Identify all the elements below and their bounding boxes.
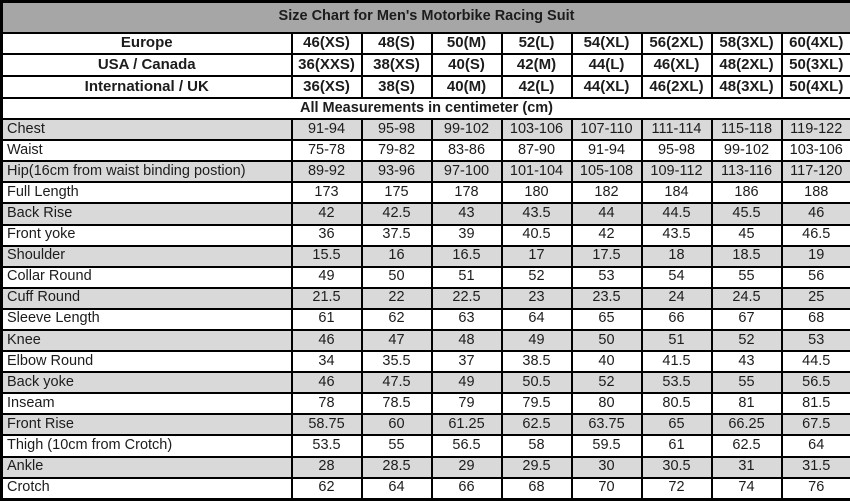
cell-value: 48(S) bbox=[362, 33, 432, 55]
cell-value: 46(XS) bbox=[292, 33, 362, 55]
cell-value: 54 bbox=[642, 267, 712, 288]
cell-value: 52 bbox=[572, 372, 642, 393]
cell-value: 184 bbox=[642, 182, 712, 203]
cell-value: 87-90 bbox=[502, 140, 572, 161]
cell-value: 48(3XL) bbox=[712, 76, 782, 98]
cell-value: 113-116 bbox=[712, 161, 782, 182]
row-label: Cuff Round bbox=[2, 288, 292, 309]
cell-value: 43 bbox=[712, 351, 782, 372]
cell-value: 60 bbox=[362, 414, 432, 435]
cell-value: 105-108 bbox=[572, 161, 642, 182]
cell-value: 17.5 bbox=[572, 246, 642, 267]
row-label: Inseam bbox=[2, 393, 292, 414]
cell-value: 38.5 bbox=[502, 351, 572, 372]
cell-value: 36(XXS) bbox=[292, 54, 362, 76]
cell-value: 70 bbox=[572, 478, 642, 500]
measurement-rows bbox=[2, 119, 850, 499]
cell-value: 93-96 bbox=[362, 161, 432, 182]
cell-value: 46 bbox=[292, 330, 362, 351]
measurement-row bbox=[2, 161, 850, 182]
cell-value: 45.5 bbox=[712, 203, 782, 224]
measurement-row bbox=[2, 351, 850, 372]
title-row bbox=[2, 2, 850, 33]
row-label: Front yoke bbox=[2, 225, 292, 246]
measurement-row bbox=[2, 478, 850, 500]
cell-value: 60(4XL) bbox=[782, 33, 850, 55]
cell-value: 89-92 bbox=[292, 161, 362, 182]
cell-value: 58(3XL) bbox=[712, 33, 782, 55]
cell-value: 64 bbox=[362, 478, 432, 500]
row-label: Thigh (10cm from Crotch) bbox=[2, 435, 292, 456]
measurement-row bbox=[2, 182, 850, 203]
cell-value: 42(L) bbox=[502, 76, 572, 98]
cell-value: 55 bbox=[712, 372, 782, 393]
cell-value: 79 bbox=[432, 393, 502, 414]
cell-value: 46 bbox=[292, 372, 362, 393]
size-header-row bbox=[2, 76, 850, 98]
cell-value: 22 bbox=[362, 288, 432, 309]
measurement-row bbox=[2, 330, 850, 351]
cell-value: 58 bbox=[502, 435, 572, 456]
row-label: International / UK bbox=[2, 76, 292, 98]
cell-value: 43 bbox=[432, 203, 502, 224]
row-label: Ankle bbox=[2, 457, 292, 478]
cell-value: 16 bbox=[362, 246, 432, 267]
row-label: Europe bbox=[2, 33, 292, 55]
cell-value: 182 bbox=[572, 182, 642, 203]
cell-value: 81.5 bbox=[782, 393, 850, 414]
cell-value: 30.5 bbox=[642, 457, 712, 478]
cell-value: 24 bbox=[642, 288, 712, 309]
cell-value: 30 bbox=[572, 457, 642, 478]
cell-value: 35.5 bbox=[362, 351, 432, 372]
cell-value: 47.5 bbox=[362, 372, 432, 393]
row-label: Back yoke bbox=[2, 372, 292, 393]
cell-value: 28.5 bbox=[362, 457, 432, 478]
cell-value: 50(3XL) bbox=[782, 54, 850, 76]
cell-value: 63 bbox=[432, 309, 502, 330]
chart-title: Size Chart for Men's Motorbike Racing Suit bbox=[2, 2, 850, 33]
cell-value: 111-114 bbox=[642, 119, 712, 140]
cell-value: 62 bbox=[362, 309, 432, 330]
cell-value: 50 bbox=[572, 330, 642, 351]
row-label: Sleeve Length bbox=[2, 309, 292, 330]
cell-value: 66 bbox=[432, 478, 502, 500]
cell-value: 78.5 bbox=[362, 393, 432, 414]
cell-value: 42(M) bbox=[502, 54, 572, 76]
row-label: Front Rise bbox=[2, 414, 292, 435]
cell-value: 75-78 bbox=[292, 140, 362, 161]
row-label: Knee bbox=[2, 330, 292, 351]
cell-value: 103-106 bbox=[782, 140, 850, 161]
cell-value: 45 bbox=[712, 225, 782, 246]
cell-value: 74 bbox=[712, 478, 782, 500]
cell-value: 61 bbox=[642, 435, 712, 456]
cell-value: 46(2XL) bbox=[642, 76, 712, 98]
cell-value: 56.5 bbox=[432, 435, 502, 456]
cell-value: 52 bbox=[502, 267, 572, 288]
cell-value: 21.5 bbox=[292, 288, 362, 309]
row-label: Waist bbox=[2, 140, 292, 161]
cell-value: 46 bbox=[782, 203, 850, 224]
cell-value: 91-94 bbox=[292, 119, 362, 140]
measurement-row bbox=[2, 372, 850, 393]
cell-value: 68 bbox=[502, 478, 572, 500]
cell-value: 55 bbox=[712, 267, 782, 288]
cell-value: 91-94 bbox=[572, 140, 642, 161]
cell-value: 40(S) bbox=[432, 54, 502, 76]
cell-value: 65 bbox=[572, 309, 642, 330]
cell-value: 61 bbox=[292, 309, 362, 330]
cell-value: 44(XL) bbox=[572, 76, 642, 98]
cell-value: 51 bbox=[642, 330, 712, 351]
cell-value: 38(XS) bbox=[362, 54, 432, 76]
cell-value: 72 bbox=[642, 478, 712, 500]
cell-value: 65 bbox=[642, 414, 712, 435]
cell-value: 107-110 bbox=[572, 119, 642, 140]
cell-value: 173 bbox=[292, 182, 362, 203]
cell-value: 40 bbox=[572, 351, 642, 372]
cell-value: 66 bbox=[642, 309, 712, 330]
cell-value: 43.5 bbox=[642, 225, 712, 246]
cell-value: 34 bbox=[292, 351, 362, 372]
measurement-row bbox=[2, 435, 850, 456]
row-label: Shoulder bbox=[2, 246, 292, 267]
cell-value: 180 bbox=[502, 182, 572, 203]
cell-value: 80 bbox=[572, 393, 642, 414]
cell-value: 40(M) bbox=[432, 76, 502, 98]
cell-value: 53.5 bbox=[292, 435, 362, 456]
cell-value: 31.5 bbox=[782, 457, 850, 478]
measurement-row bbox=[2, 414, 850, 435]
row-label: Elbow Round bbox=[2, 351, 292, 372]
cell-value: 51 bbox=[432, 267, 502, 288]
cell-value: 103-106 bbox=[502, 119, 572, 140]
cell-value: 36(XS) bbox=[292, 76, 362, 98]
cell-value: 49 bbox=[432, 372, 502, 393]
cell-value: 68 bbox=[782, 309, 850, 330]
cell-value: 79.5 bbox=[502, 393, 572, 414]
cell-value: 101-104 bbox=[502, 161, 572, 182]
cell-value: 36 bbox=[292, 225, 362, 246]
subtitle-row bbox=[2, 98, 850, 119]
cell-value: 53 bbox=[782, 330, 850, 351]
cell-value: 43.5 bbox=[502, 203, 572, 224]
cell-value: 18.5 bbox=[712, 246, 782, 267]
cell-value: 40.5 bbox=[502, 225, 572, 246]
cell-value: 55 bbox=[362, 435, 432, 456]
cell-value: 53 bbox=[572, 267, 642, 288]
cell-value: 109-112 bbox=[642, 161, 712, 182]
cell-value: 46(XL) bbox=[642, 54, 712, 76]
cell-value: 80.5 bbox=[642, 393, 712, 414]
cell-value: 79-82 bbox=[362, 140, 432, 161]
row-label: Hip(16cm from waist binding postion) bbox=[2, 161, 292, 182]
cell-value: 99-102 bbox=[712, 140, 782, 161]
cell-value: 42 bbox=[292, 203, 362, 224]
cell-value: 97-100 bbox=[432, 161, 502, 182]
cell-value: 19 bbox=[782, 246, 850, 267]
row-label: Chest bbox=[2, 119, 292, 140]
cell-value: 49 bbox=[502, 330, 572, 351]
cell-value: 31 bbox=[712, 457, 782, 478]
cell-value: 37 bbox=[432, 351, 502, 372]
measurement-row bbox=[2, 457, 850, 478]
size-header-row bbox=[2, 33, 850, 55]
cell-value: 44.5 bbox=[642, 203, 712, 224]
measurement-row bbox=[2, 393, 850, 414]
cell-value: 83-86 bbox=[432, 140, 502, 161]
cell-value: 58.75 bbox=[292, 414, 362, 435]
row-label: Full Length bbox=[2, 182, 292, 203]
cell-value: 59.5 bbox=[572, 435, 642, 456]
cell-value: 63.75 bbox=[572, 414, 642, 435]
cell-value: 175 bbox=[362, 182, 432, 203]
cell-value: 50(4XL) bbox=[782, 76, 850, 98]
cell-value: 23 bbox=[502, 288, 572, 309]
cell-value: 42 bbox=[572, 225, 642, 246]
cell-value: 48 bbox=[432, 330, 502, 351]
cell-value: 115-118 bbox=[712, 119, 782, 140]
row-label: Back Rise bbox=[2, 203, 292, 224]
measurement-row bbox=[2, 203, 850, 224]
cell-value: 44 bbox=[572, 203, 642, 224]
cell-value: 56 bbox=[782, 267, 850, 288]
cell-value: 76 bbox=[782, 478, 850, 500]
cell-value: 28 bbox=[292, 457, 362, 478]
cell-value: 37.5 bbox=[362, 225, 432, 246]
cell-value: 48(2XL) bbox=[712, 54, 782, 76]
cell-value: 42.5 bbox=[362, 203, 432, 224]
measurement-row bbox=[2, 309, 850, 330]
cell-value: 54(XL) bbox=[572, 33, 642, 55]
cell-value: 24.5 bbox=[712, 288, 782, 309]
cell-value: 62.5 bbox=[712, 435, 782, 456]
cell-value: 186 bbox=[712, 182, 782, 203]
cell-value: 44(L) bbox=[572, 54, 642, 76]
cell-value: 49 bbox=[292, 267, 362, 288]
cell-value: 52 bbox=[712, 330, 782, 351]
cell-value: 62 bbox=[292, 478, 362, 500]
measurement-row bbox=[2, 140, 850, 161]
cell-value: 22.5 bbox=[432, 288, 502, 309]
cell-value: 56(2XL) bbox=[642, 33, 712, 55]
cell-value: 119-122 bbox=[782, 119, 850, 140]
cell-value: 81 bbox=[712, 393, 782, 414]
cell-value: 78 bbox=[292, 393, 362, 414]
measurement-row bbox=[2, 246, 850, 267]
cell-value: 67.5 bbox=[782, 414, 850, 435]
measurement-row bbox=[2, 288, 850, 309]
cell-value: 95-98 bbox=[362, 119, 432, 140]
measurement-row bbox=[2, 119, 850, 140]
row-label: Collar Round bbox=[2, 267, 292, 288]
cell-value: 39 bbox=[432, 225, 502, 246]
cell-value: 67 bbox=[712, 309, 782, 330]
cell-value: 62.5 bbox=[502, 414, 572, 435]
cell-value: 15.5 bbox=[292, 246, 362, 267]
cell-value: 44.5 bbox=[782, 351, 850, 372]
cell-value: 38(S) bbox=[362, 76, 432, 98]
cell-value: 117-120 bbox=[782, 161, 850, 182]
cell-value: 52(L) bbox=[502, 33, 572, 55]
cell-value: 64 bbox=[782, 435, 850, 456]
cell-value: 16.5 bbox=[432, 246, 502, 267]
row-label: Crotch bbox=[2, 478, 292, 500]
cell-value: 178 bbox=[432, 182, 502, 203]
cell-value: 50.5 bbox=[502, 372, 572, 393]
units-note: All Measurements in centimeter (cm) bbox=[2, 98, 850, 119]
cell-value: 66.25 bbox=[712, 414, 782, 435]
cell-value: 50(M) bbox=[432, 33, 502, 55]
cell-value: 95-98 bbox=[642, 140, 712, 161]
size-header-rows bbox=[2, 33, 850, 98]
cell-value: 56.5 bbox=[782, 372, 850, 393]
cell-value: 61.25 bbox=[432, 414, 502, 435]
measurement-row bbox=[2, 225, 850, 246]
cell-value: 46.5 bbox=[782, 225, 850, 246]
cell-value: 23.5 bbox=[572, 288, 642, 309]
cell-value: 188 bbox=[782, 182, 850, 203]
cell-value: 29 bbox=[432, 457, 502, 478]
cell-value: 64 bbox=[502, 309, 572, 330]
cell-value: 25 bbox=[782, 288, 850, 309]
cell-value: 53.5 bbox=[642, 372, 712, 393]
cell-value: 17 bbox=[502, 246, 572, 267]
cell-value: 29.5 bbox=[502, 457, 572, 478]
cell-value: 99-102 bbox=[432, 119, 502, 140]
measurement-row bbox=[2, 267, 850, 288]
cell-value: 41.5 bbox=[642, 351, 712, 372]
cell-value: 47 bbox=[362, 330, 432, 351]
row-label: USA / Canada bbox=[2, 54, 292, 76]
cell-value: 18 bbox=[642, 246, 712, 267]
cell-value: 50 bbox=[362, 267, 432, 288]
size-header-row bbox=[2, 54, 850, 76]
